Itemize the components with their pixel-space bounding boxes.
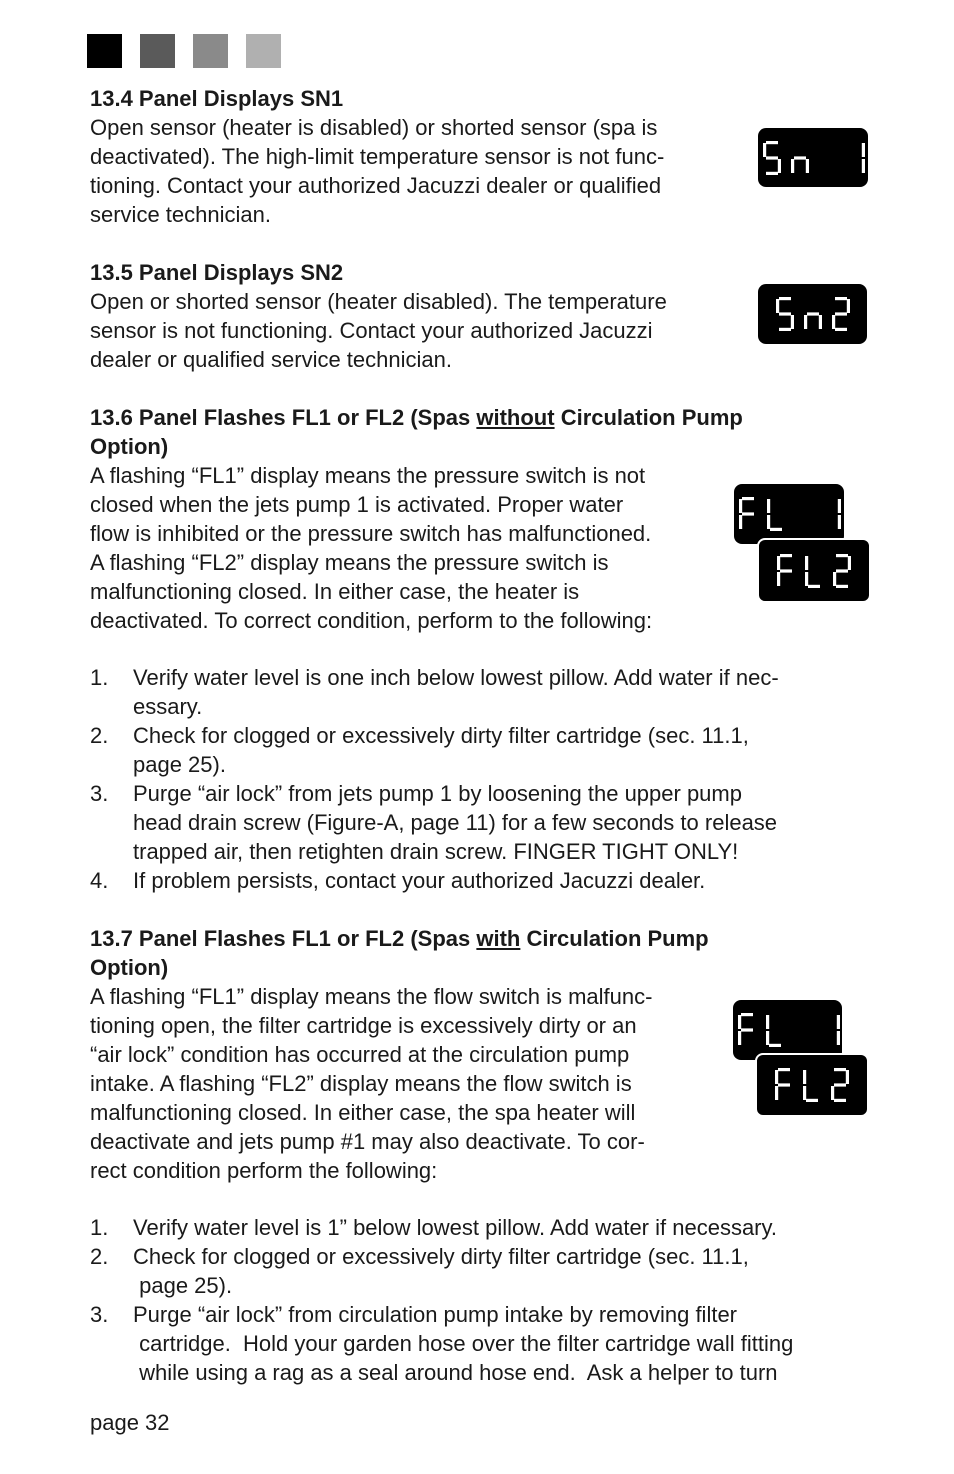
segment-display-glyphs [758, 138, 868, 178]
list-item: 2. Check for clogged or excessively dirty filter cartridge (sec. 11.1, page 25). [90, 723, 749, 777]
segment-b [838, 499, 841, 513]
segment-d [806, 1099, 818, 1102]
segment-c [818, 315, 821, 329]
section-13-6-heading: 13.6 Panel Flashes FL1 or FL2 (Spas without Circulation Pump Option) [90, 405, 743, 459]
segment-c [837, 1031, 840, 1045]
segment-c [806, 159, 809, 173]
segment-display-glyphs [733, 1010, 842, 1050]
page-number: page 32 [90, 1410, 170, 1435]
segment-b [837, 1015, 840, 1029]
list-item: 3. Purge “air lock” from circulation pump intake by removing filter cartridge. Hold your garden hose over the filter cartridge wall fitting while using a rag as a seal around hose end. Ask a helper to turn [90, 1302, 794, 1385]
segment-b [846, 1070, 849, 1084]
segment-d [766, 171, 778, 174]
segment-g [778, 1083, 790, 1086]
display-fl2 [757, 538, 871, 603]
segment-a [742, 497, 754, 500]
section-13-7-body: A flashing “FL1” display means the flow switch is malfunc- tioning open, the filter cartridge is excessively dirty or an “air lock” condition has occurred at the circulation pump intake. A flashing “FL2” display means the flow switch is malfunctioning closed. In either case, the spa heater will deactivate and jets pump #1 may also deactivate. To cor- rect condition perform the following: [90, 984, 653, 1183]
segment-a [780, 554, 792, 557]
section-13-7-heading: 13.7 Panel Flashes FL1 or FL2 (Spas with Circulation Pump Option) [90, 926, 709, 980]
segment-a [836, 554, 848, 557]
segment-a [779, 297, 791, 300]
section-13-5-heading: 13.5 Panel Displays SN2 [90, 260, 344, 285]
display-fl1 [734, 484, 844, 544]
section-13-4-body: Open sensor (heater is disabled) or shorted sensor (spa is deactivated). The high-limit temperature sensor is not func- tioning. Contact your authorized Jacuzzi dealer or qualified service technician. [90, 115, 665, 227]
list-item: 1. Verify water level is one inch below lowest pillow. Add water if nec- essary. [90, 665, 779, 719]
segment-e [766, 1031, 769, 1045]
segment-a [766, 141, 778, 144]
segment-display-glyphs [734, 494, 844, 534]
display-sn1 [758, 128, 868, 187]
segment-f [763, 143, 766, 157]
segment-g [794, 156, 806, 159]
segment-d [834, 1099, 846, 1102]
segment-c [790, 315, 793, 329]
list-item: 3. Purge “air lock” from jets pump 1 by loosening the upper pump head drain screw (Figure-A, page 11) for a few seconds to release trapped air, then retighten drain screw. FINGER TIGHT ONLY! [90, 781, 778, 864]
segment-f [803, 1070, 806, 1084]
header-square-2 [140, 34, 175, 68]
segment-d [770, 528, 782, 531]
segment-g [807, 312, 819, 315]
segment-a [778, 1068, 790, 1071]
segment-d [836, 584, 848, 587]
segment-f [805, 556, 808, 570]
section-13-5-body: Open or shorted sensor (heater disabled). The temperature sensor is not functioning. Contact your authorized Jacuzzi dealer or qualified service technician. [90, 289, 667, 372]
segment-f [766, 1015, 769, 1029]
segment-c [838, 515, 841, 529]
segment-e [805, 572, 808, 586]
segment-e [831, 1086, 834, 1100]
segment-g [741, 1028, 753, 1031]
display-fl2-circ [755, 1053, 869, 1117]
section-13-7-list [90, 1213, 793, 1387]
segment-e [804, 315, 807, 329]
segment-display-glyphs [770, 1065, 854, 1105]
segment-e [833, 572, 836, 586]
list-item: 2. Check for clogged or excessively dirty filter cartridge (sec. 11.1, page 25). [90, 1244, 749, 1298]
segment-d [769, 1044, 781, 1047]
segment-g [834, 1083, 846, 1086]
segment-a [835, 297, 847, 300]
segment-d [808, 584, 820, 587]
segment-display-glyphs [771, 294, 855, 334]
segment-e [832, 315, 835, 329]
segment-g [835, 312, 847, 315]
section-13-6-list [90, 663, 779, 895]
display-fl1-circ [733, 1000, 842, 1060]
segment-a [741, 1013, 753, 1016]
header-square-3 [193, 34, 228, 68]
segment-b [846, 299, 849, 313]
segment-c [862, 159, 865, 173]
header-square-1 [87, 34, 122, 68]
segment-b [862, 143, 865, 157]
segment-e [775, 1086, 778, 1100]
section-13-4-heading: 13.4 Panel Displays SN1 [90, 86, 344, 111]
segment-c [778, 159, 781, 173]
segment-g [766, 156, 778, 159]
segment-f [776, 299, 779, 313]
segment-e [791, 159, 794, 173]
display-sn2 [758, 284, 867, 344]
segment-e [738, 1031, 741, 1045]
segment-display-glyphs [772, 551, 856, 591]
segment-g [780, 569, 792, 572]
list-item: 4. If problem persists, contact your authorized Jacuzzi dealer. [90, 868, 706, 893]
segment-e [767, 515, 770, 529]
segment-g [742, 512, 754, 515]
segment-e [739, 515, 742, 529]
section-13-6-body: A flashing “FL1” display means the pressure switch is not closed when the jets pump 1 is activated. Proper water flow is inhibited or the pressure switch has malfunctioned. A flashing “FL2” display means the pressure switch is malfunctioning closed. In either case, the heater is deactivated. To correct condition, perform to the following: [90, 463, 653, 633]
header-square-4 [246, 34, 281, 68]
segment-f [767, 499, 770, 513]
segment-g [836, 569, 848, 572]
segment-e [777, 572, 780, 586]
list-item: 1. Verify water level is 1” below lowest pillow. Add water if necessary. [90, 1215, 777, 1240]
segment-a [834, 1068, 846, 1071]
segment-f [777, 556, 780, 570]
segment-g [779, 312, 791, 315]
segment-e [803, 1086, 806, 1100]
segment-d [835, 328, 847, 331]
segment-f [738, 1015, 741, 1029]
segment-d [779, 328, 791, 331]
segment-f [739, 499, 742, 513]
segment-b [848, 556, 851, 570]
segment-f [775, 1070, 778, 1084]
